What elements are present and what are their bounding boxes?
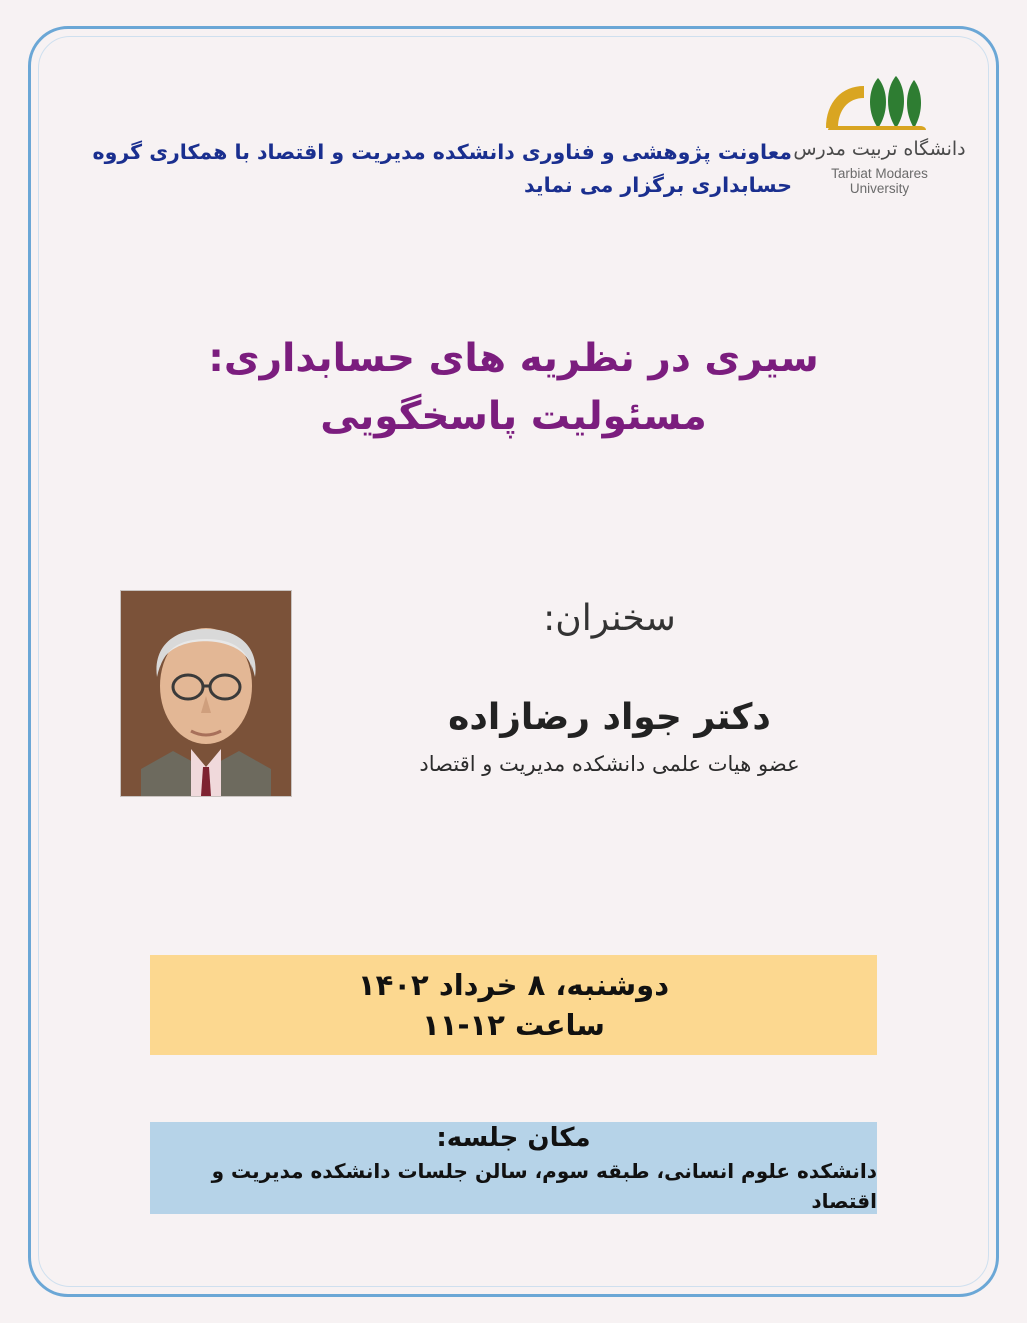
organizer-line: معاونت پژوهشی و فناوری دانشکده مدیریت و اقتصاد با همکاری گروه حسابداری برگزار می نماید xyxy=(92,140,792,197)
logo-name-fa: دانشگاه تربیت مدرس xyxy=(793,138,966,160)
speaker-section xyxy=(120,580,907,797)
speaker-affiliation: عضو هیات علمی دانشکده مدیریت و اقتصاد xyxy=(419,752,800,776)
university-logo xyxy=(792,58,967,196)
location-label: مکان جلسه: xyxy=(436,1123,591,1153)
speaker-label: سخنران: xyxy=(543,598,676,639)
location-text: دانشکده علوم انسانی، طبقه سوم، سالن جلسات دانشکده مدیریت و اقتصاد xyxy=(211,1159,877,1213)
logo-name-en-line1: Tarbiat Modares xyxy=(831,166,928,181)
speaker-portrait xyxy=(120,590,292,797)
header xyxy=(60,58,967,202)
location-box xyxy=(150,1122,877,1214)
logo-name-en xyxy=(792,166,967,196)
speaker-text-block xyxy=(292,580,907,776)
event-time: ساعت ۱۲-۱۱ xyxy=(422,1008,605,1042)
event-date: دوشنبه، ۸ خرداد ۱۴۰۲ xyxy=(357,968,670,1002)
logo-name-en-line2: University xyxy=(849,181,910,196)
date-time-box xyxy=(150,955,877,1055)
speaker-name: دکتر جواد رضازاده xyxy=(448,697,771,738)
logo-mark-icon xyxy=(820,72,940,144)
event-title: سیری در نظریه های حسابداری: مسئولیت پاسخگویی xyxy=(208,336,819,439)
portrait-photo-icon xyxy=(121,591,291,796)
